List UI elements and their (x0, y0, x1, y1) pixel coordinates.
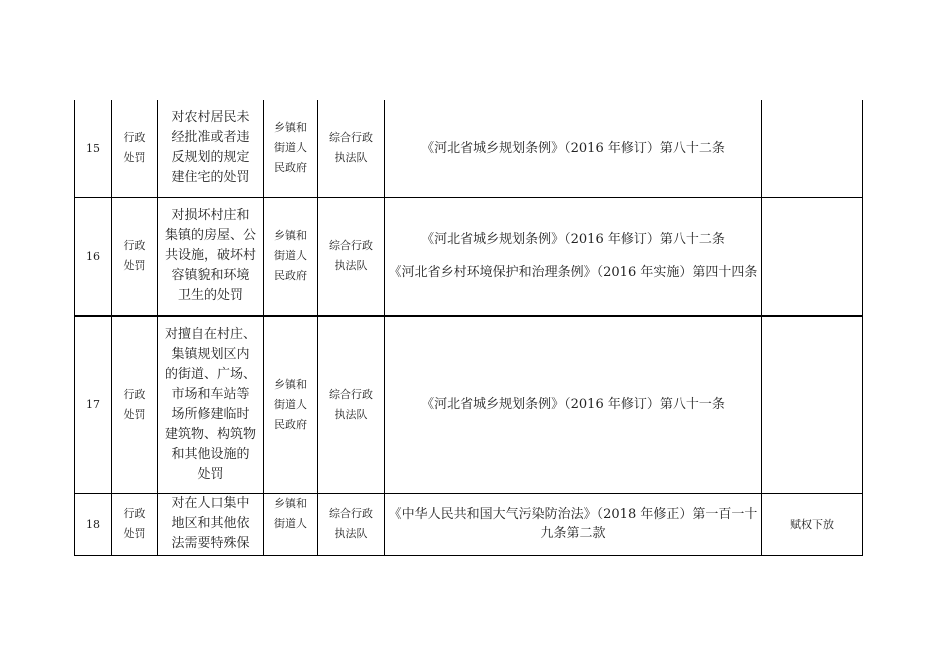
executor-cell: 综合行政 执法队 (318, 493, 385, 555)
category-cell: 行政 处罚 (112, 100, 158, 197)
basis-line: 《河北省城乡规划条例》（2016 年修订）第八十二条 (421, 232, 725, 248)
item-cell: 对在人口集中 地区和其他依 法需要特殊保 (158, 493, 264, 555)
row-number: 15 (75, 100, 112, 197)
table-row (75, 316, 863, 493)
basis-cell (385, 316, 762, 493)
basis-line: 《河北省乡村环境保护和治理条例》（2016 年实施）第四十四条 (388, 265, 758, 281)
note-cell (762, 100, 863, 197)
basis-cell (385, 100, 762, 197)
table-row (75, 100, 863, 197)
basis-cell (385, 493, 762, 555)
basis-line: 《河北省城乡规划条例》（2016 年修订）第八十一条 (421, 397, 725, 413)
basis-line: 《河北省城乡规划条例》（2016 年修订）第八十二条 (421, 140, 725, 156)
executor-cell: 综合行政 执法队 (318, 197, 385, 316)
table-row (75, 493, 863, 555)
row-number: 16 (75, 197, 112, 316)
row-number: 17 (75, 316, 112, 493)
item-cell: 对农村居民未 经批准或者违 反规划的规定 建住宅的处罚 (158, 100, 264, 197)
basis-cell (385, 197, 762, 316)
table-row (75, 197, 863, 316)
category-cell: 行政 处罚 (112, 316, 158, 493)
subject-cell: 乡镇和 街道人 民政府 (264, 197, 318, 316)
regulation-table (74, 100, 863, 556)
executor-cell: 综合行政 执法队 (318, 316, 385, 493)
category-cell: 行政 处罚 (112, 493, 158, 555)
subject-cell: 乡镇和 街道人 (264, 493, 318, 555)
note-cell (762, 316, 863, 493)
item-cell: 对擅自在村庄、 集镇规划区内 的街道、广场、 市场和车站等 场所修建临时 建筑物、构筑物 和其他设施的 处罚 (158, 316, 264, 493)
row-number: 18 (75, 493, 112, 555)
executor-cell: 综合行政 执法队 (318, 100, 385, 197)
note-cell (762, 197, 863, 316)
basis-line: 《中华人民共和国大气污染防治法》（2018 年修正）第一百一十九条第二款 (388, 507, 758, 541)
category-cell: 行政 处罚 (112, 197, 158, 316)
subject-cell: 乡镇和 街道人 民政府 (264, 100, 318, 197)
note-cell: 赋权下放 (762, 493, 863, 555)
subject-cell: 乡镇和 街道人 民政府 (264, 316, 318, 493)
item-cell: 对损坏村庄和 集镇的房屋、公 共设施，破坏村 容镇貌和环境 卫生的处罚 (158, 197, 264, 316)
